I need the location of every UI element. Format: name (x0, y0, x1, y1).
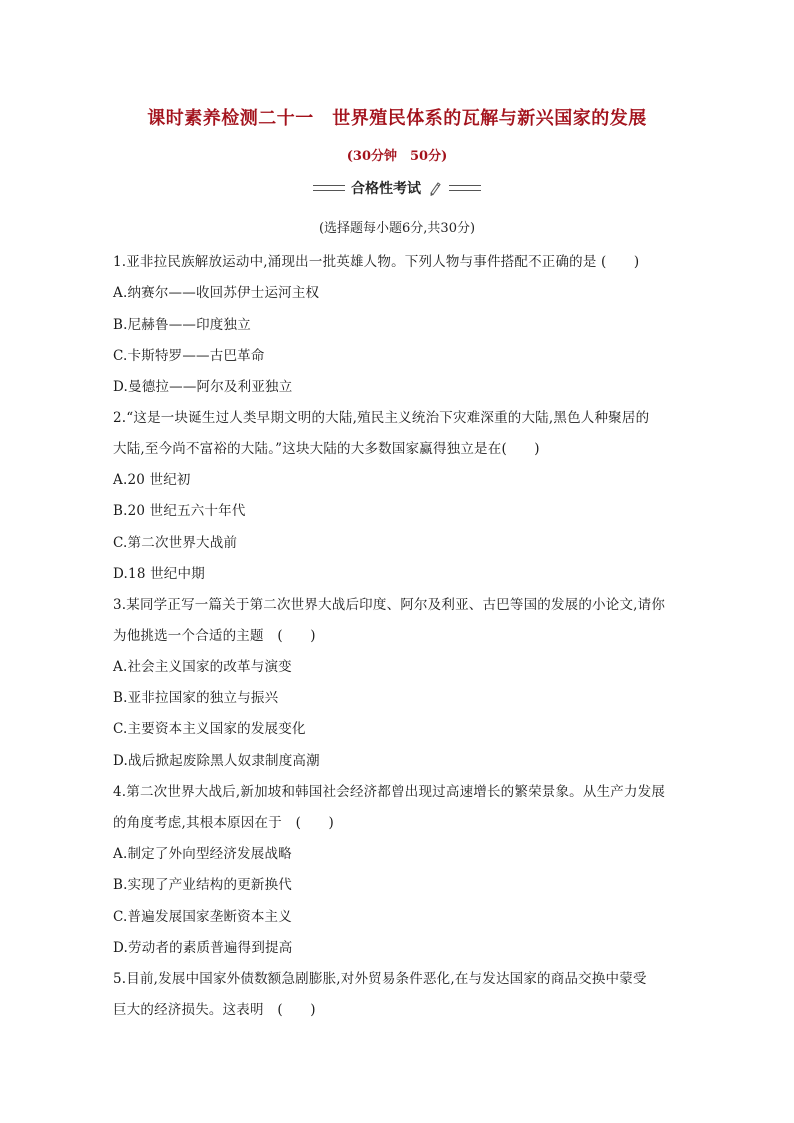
question-1-option-d: D.曼德拉——阿尔及利亚独立 (113, 379, 293, 395)
question-4-stem-line-1: 4.第二次世界大战后,新加坡和韩国社会经济都曾出现过高速增长的繁荣景象。从生产力发展 (113, 784, 666, 800)
instruction-text: (选择题每小题6分,共30分) (318, 221, 476, 236)
question-5-stem-line-2: 巨大的经济损失。这表明 ( ) (113, 1002, 316, 1018)
question-2-option-b: B.20 世纪五六十年代 (113, 503, 246, 519)
question-3-option-a: A.社会主义国家的改革与演变 (113, 659, 292, 675)
page-title: 课时素养检测二十一 世界殖民体系的瓦解与新兴国家的发展 (147, 108, 647, 129)
question-2-stem-line-2: 大陆,至今尚不富裕的大陆。”这块大陆的大多数国家赢得独立是在( ) (113, 441, 540, 457)
question-1-option-b: B.尼赫鲁——印度独立 (113, 317, 251, 333)
section-rule-left (313, 185, 345, 191)
question-1-option-a: A.纳赛尔——收回苏伊士运河主权 (113, 285, 320, 301)
question-2-stem-line-1: 2.“这是一块诞生过人类早期文明的大陆,殖民主义统治下灾难深重的大陆,黑色人种聚居的 (113, 410, 650, 426)
question-3-option-b: B.亚非拉国家的独立与振兴 (113, 690, 279, 706)
pencil-icon (427, 180, 443, 196)
question-2-option-c: C.第二次世界大战前 (113, 535, 238, 551)
section-rule-right (449, 185, 481, 191)
question-4-stem-line-2: 的角度考虑,其根本原因在于 ( ) (113, 815, 334, 831)
question-2-option-d: D.18 世纪中期 (113, 566, 205, 582)
question-4-option-d: D.劳动者的素质普遍得到提高 (113, 940, 293, 956)
section-header (0, 178, 794, 198)
question-3-option-d: D.战后掀起废除黑人奴隶制度高潮 (113, 753, 320, 769)
section-label: 合格性考试 (351, 181, 421, 197)
question-1-option-c: C.卡斯特罗——古巴革命 (113, 348, 265, 364)
question-4-option-a: A.制定了外向型经济发展战略 (113, 846, 292, 862)
question-3-stem-line-2: 为他挑选一个合适的主题 ( ) (113, 628, 316, 644)
question-1-stem: 1.亚非拉民族解放运动中,涌现出一批英雄人物。下列人物与事件搭配不正确的是 ( ) (113, 254, 640, 270)
question-3-option-c: C.主要资本主义国家的发展变化 (113, 721, 306, 737)
question-4-option-b: B.实现了产业结构的更新换代 (113, 877, 293, 893)
time-score-label: (30分钟 50分) (346, 149, 448, 164)
question-3-stem-line-1: 3.某同学正写一篇关于第二次世界大战后印度、阿尔及利亚、古巴等国的发展的小论文,请你 (113, 597, 666, 613)
question-2-option-a: A.20 世纪初 (113, 472, 191, 488)
question-5-stem-line-1: 5.目前,发展中国家外债数额急剧膨胀,对外贸易条件恶化,在与发达国家的商品交换中蒙受 (113, 971, 647, 987)
question-4-option-c: C.普遍发展国家垄断资本主义 (113, 909, 292, 925)
